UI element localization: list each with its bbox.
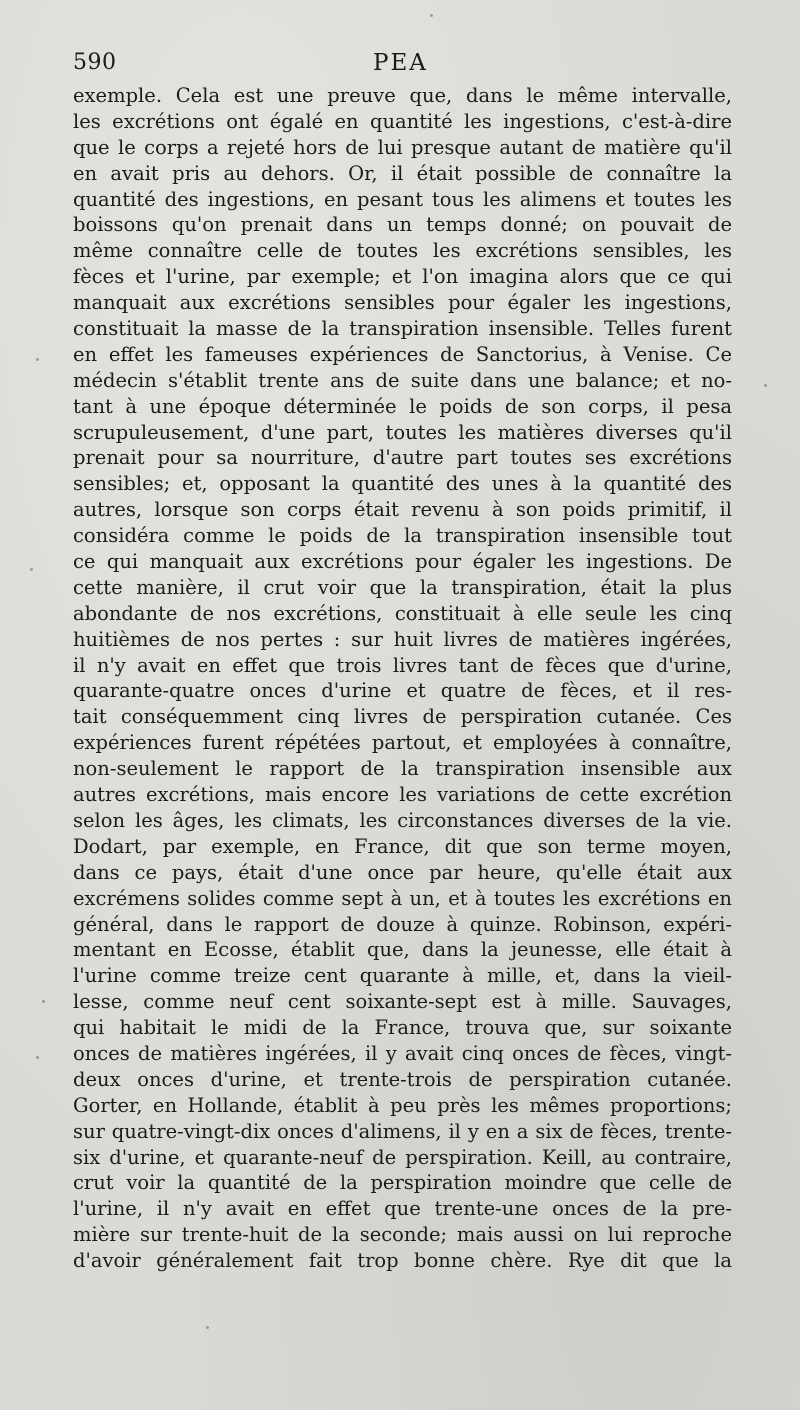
text-line: deux onces d'urine, et trente-trois de perspiration cutanée. xyxy=(73,1067,732,1091)
page-number: 590 xyxy=(73,50,117,75)
text-line: que le corps a rejeté hors de lui presque autant de matière qu'il xyxy=(73,135,732,159)
text-line: tant à une époque déterminée le poids de son corps, il pesa xyxy=(73,394,732,418)
paper-speck xyxy=(206,1326,209,1329)
paper-speck xyxy=(36,358,39,361)
text-line: non-seulement le rapport de la transpiration insensible aux xyxy=(73,757,732,781)
text-line: sur quatre-vingt-dix onces d'alimens, il y en a six de fèces, trente- xyxy=(73,1119,732,1143)
running-head: PEA xyxy=(373,50,428,76)
text-line: ce qui manquait aux excrétions pour égaler les ingestions. De xyxy=(73,550,732,574)
text-line: expériences furent répétées partout, et employées à connaître, xyxy=(73,731,732,755)
text-line: sensibles; et, opposant la quantité des unes à la quantité des xyxy=(73,472,732,496)
text-line: dans ce pays, était d'une once par heure, qu'elle était aux xyxy=(73,860,732,884)
text-line: qui habitait le midi de la France, trouva que, sur soixante xyxy=(73,1016,732,1040)
text-line: médecin s'établit trente ans de suite dans une balance; et no- xyxy=(73,368,732,392)
paper-speck xyxy=(42,1000,45,1003)
text-line: boissons qu'on prenait dans un temps donné; on pouvait de xyxy=(73,213,732,237)
text-line: scrupuleusement, d'une part, toutes les matières diverses qu'il xyxy=(73,420,732,444)
text-line: Dodart, par exemple, en France, dit que son terme moyen, xyxy=(73,834,732,858)
paper-speck xyxy=(430,14,433,17)
text-line: huitièmes de nos pertes : sur huit livres de matières ingérées, xyxy=(73,627,732,651)
paper-speck xyxy=(36,1056,39,1059)
text-line: onces de matières ingérées, il y avait cinq onces de fèces, vingt- xyxy=(73,1041,732,1065)
paper-speck xyxy=(30,568,33,571)
text-line: quantité des ingestions, en pesant tous les alimens et toutes les xyxy=(73,187,732,211)
text-line: tait conséquemment cinq livres de perspiration cutanée. Ces xyxy=(73,705,732,729)
text-line: considéra comme le poids de la transpiration insensible tout xyxy=(73,524,732,548)
body-text xyxy=(73,83,732,1274)
text-line: constituait la masse de la transpiration insensible. Telles furent xyxy=(73,317,732,341)
text-line: en avait pris au dehors. Or, il était possible de connaître la xyxy=(73,161,732,185)
text-line: autres excrétions, mais encore les variations de cette excrétion xyxy=(73,783,732,807)
text-line: lesse, comme neuf cent soixante-sept est à mille. Sauvages, xyxy=(73,990,732,1014)
text-line: selon les âges, les climats, les circonstances diverses de la vie. xyxy=(73,808,732,832)
text-line: crut voir la quantité de la perspiration moindre que celle de xyxy=(73,1171,732,1195)
text-line: fèces et l'urine, par exemple; et l'on imagina alors que ce qui xyxy=(73,265,732,289)
text-line: cette manière, il crut voir que la transpiration, était la plus xyxy=(73,575,732,599)
text-line: général, dans le rapport de douze à quinze. Robinson, expéri- xyxy=(73,912,732,936)
text-line: abondante de nos excrétions, constituait à elle seule les cinq xyxy=(73,601,732,625)
text-line: l'urine comme treize cent quarante à mille, et, dans la vieil- xyxy=(73,964,732,988)
text-line: prenait pour sa nourriture, d'autre part toutes ses excrétions xyxy=(73,446,732,470)
text-line: il n'y avait en effet que trois livres tant de fèces que d'urine, xyxy=(73,653,732,677)
text-line: en effet les fameuses expériences de Sanctorius, à Venise. Ce xyxy=(73,342,732,366)
text-line: d'avoir généralement fait trop bonne chère. Rye dit que la xyxy=(73,1249,732,1273)
text-line: excrémens solides comme sept à un, et à toutes les excrétions en xyxy=(73,886,732,910)
text-line: six d'urine, et quarante-neuf de perspiration. Keill, au contraire, xyxy=(73,1145,732,1169)
text-line: les excrétions ont égalé en quantité les ingestions, c'est-à-dire xyxy=(73,109,732,133)
text-line: exemple. Cela est une preuve que, dans le même intervalle, xyxy=(73,84,732,107)
text-line: l'urine, il n'y avait en effet que trente-une onces de la pre- xyxy=(73,1197,732,1221)
text-line: mentant en Ecosse, établit que, dans la jeunesse, elle était à xyxy=(73,938,732,962)
paper-speck xyxy=(764,384,767,387)
page-header xyxy=(73,50,733,84)
text-line: même connaître celle de toutes les excrétions sensibles, les xyxy=(73,239,732,263)
text-line: mière sur trente-huit de la seconde; mais aussi on lui reproche xyxy=(73,1223,732,1247)
text-line: Gorter, en Hollande, établit à peu près les mêmes proportions; xyxy=(73,1093,732,1117)
text-line: autres, lorsque son corps était revenu à son poids primitif, il xyxy=(73,498,732,522)
text-line: quarante-quatre onces d'urine et quatre de fèces, et il res- xyxy=(73,679,732,703)
text-line: manquait aux excrétions sensibles pour égaler les ingestions, xyxy=(73,291,732,315)
